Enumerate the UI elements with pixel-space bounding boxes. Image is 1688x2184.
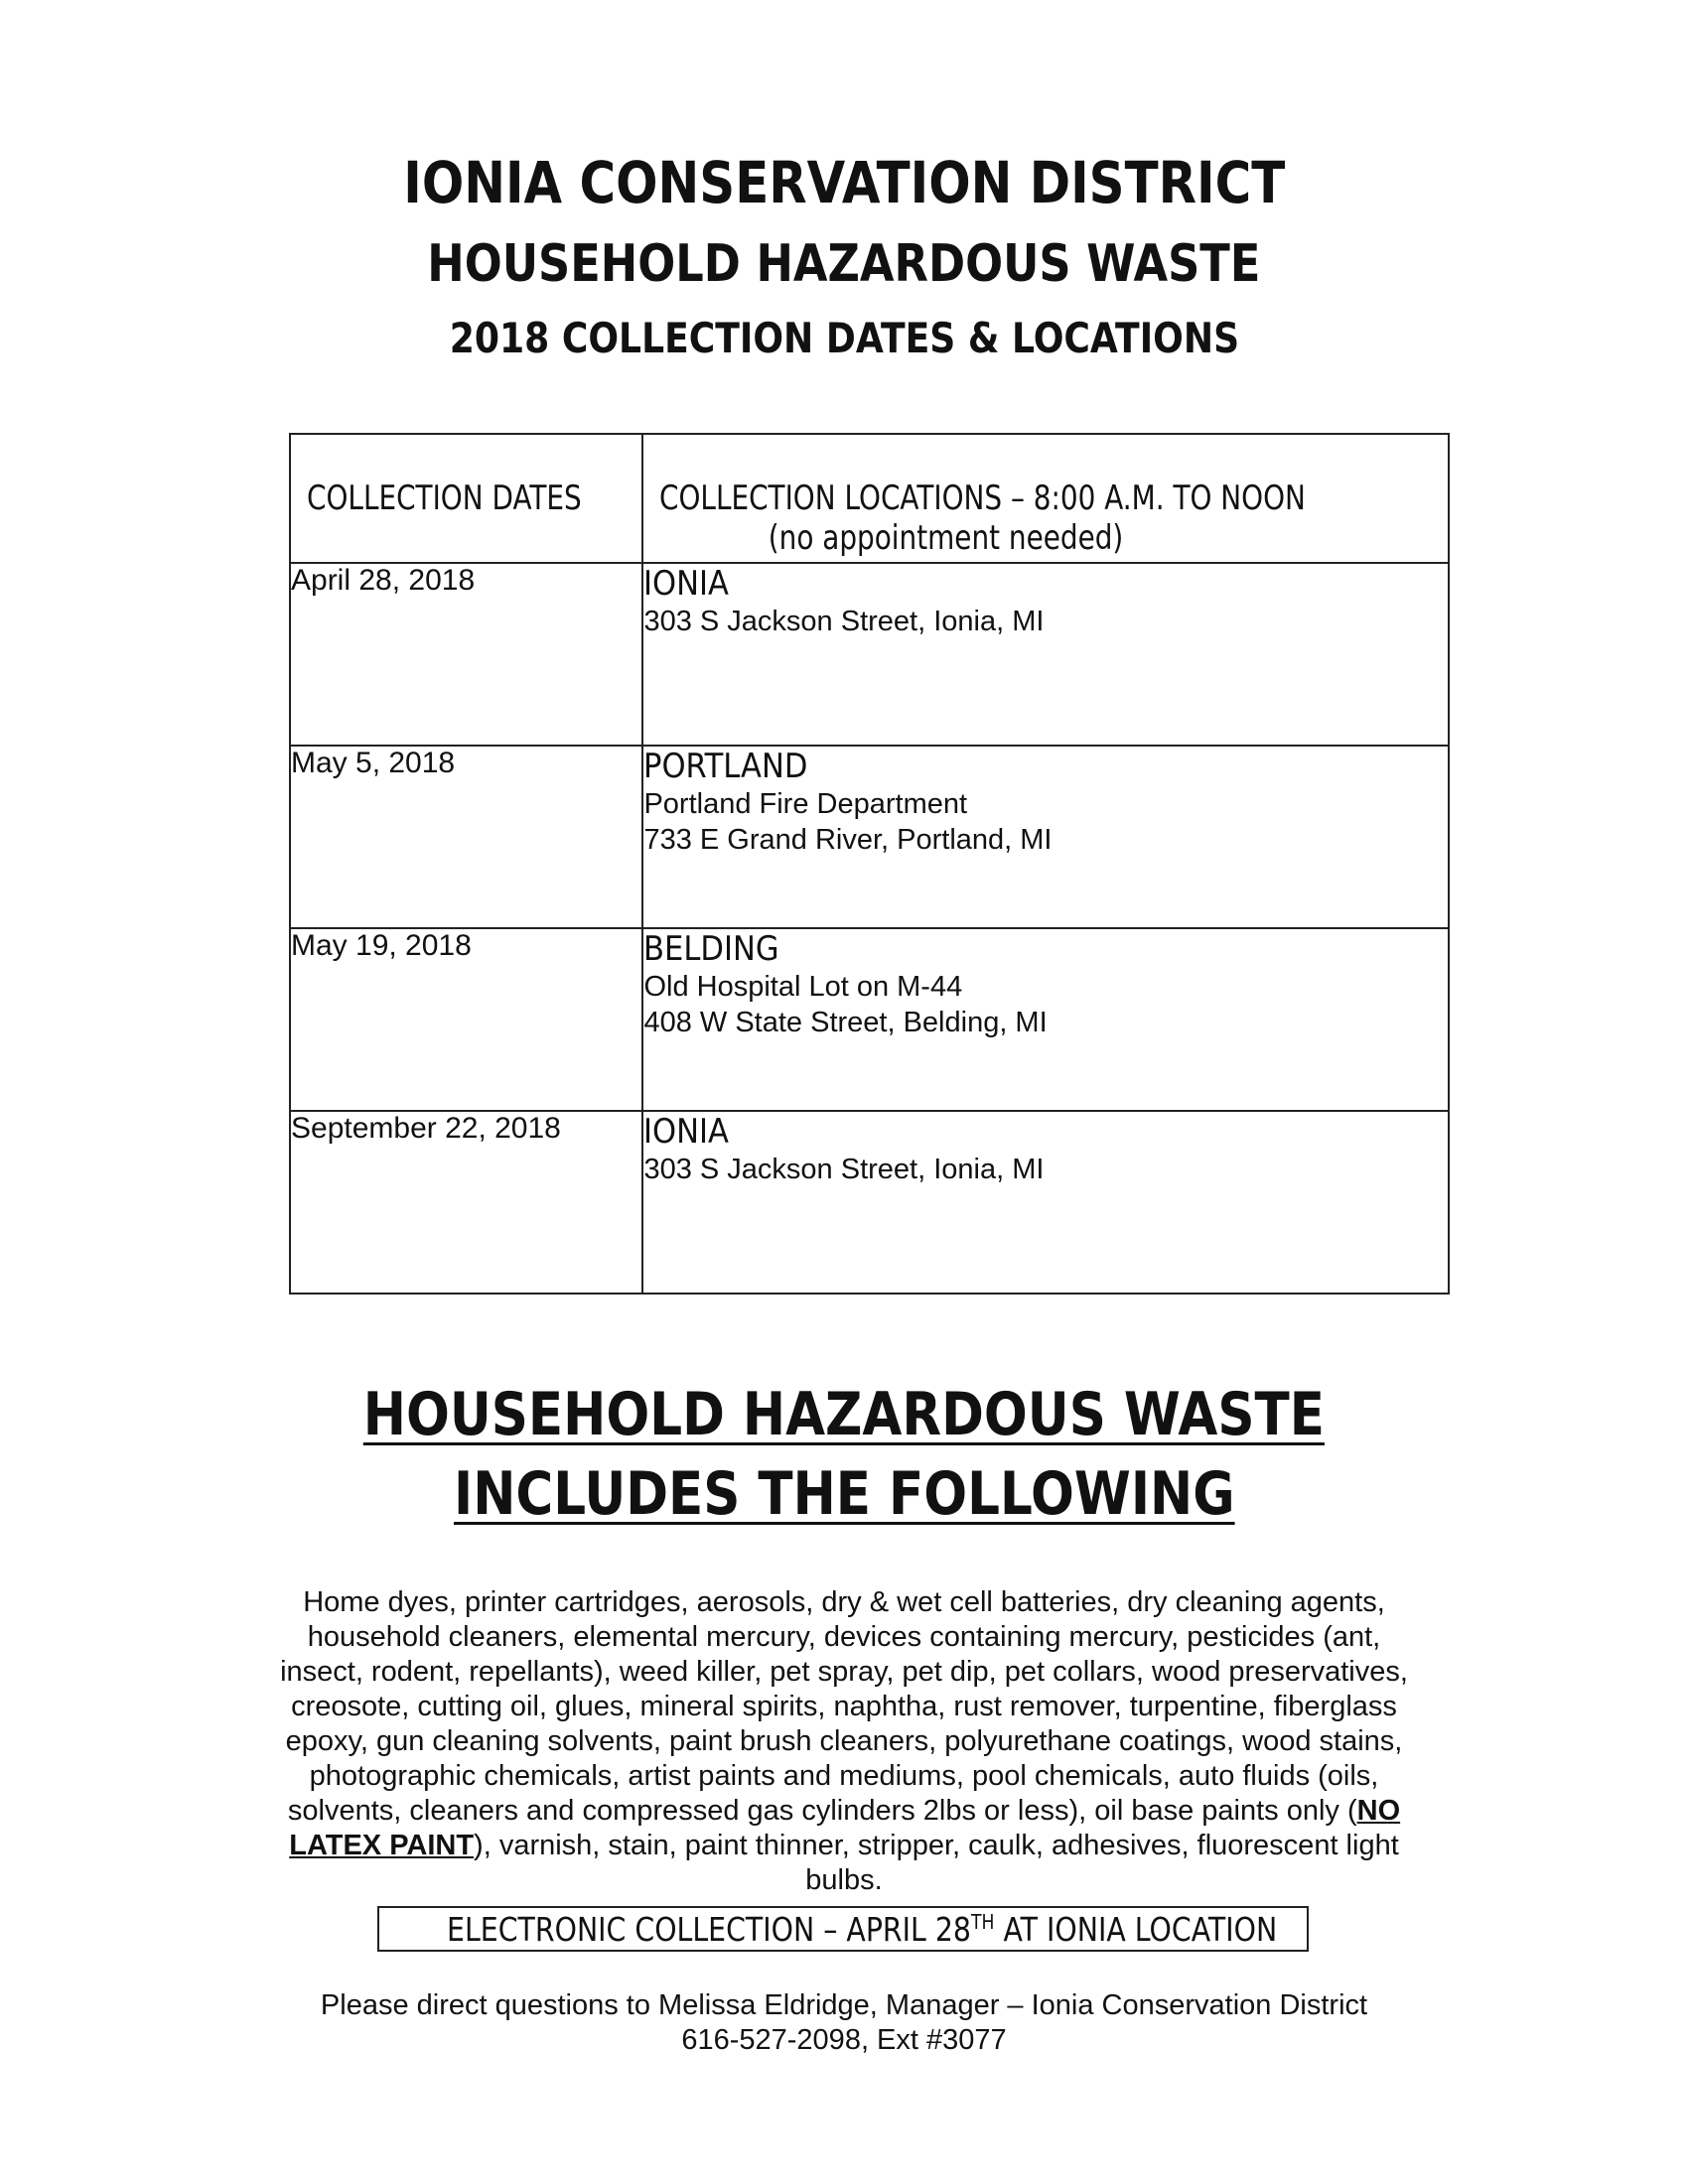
document-title: [0, 149, 1688, 216]
items-text-before: Home dyes, printer cartridges, aerosols, dry & wet cell batteries, dry cleaning agents, household cleaners, elemental mercury, devices containing mercury, pesticides (ant, insect, rodent, repellants), weed killer, pet spray, pet dip, pet collars, wood preservatives, creosote, cutting oil, glues, mineral spirits, naphtha, rust remover, turpentine, fiberglass epoxy, gun cleaning solvents, paint brush cleaners, polyurethane coatings, wood stains, photographic chemicals, artist paints and mediums, pool chemicals, auto fluids (oils, solvents, cleaners and compressed gas cylinders 2lbs or less), oil base paints only (: [280, 1586, 1408, 1827]
collection-location: [642, 1111, 1449, 1294]
table-row: [290, 1111, 1449, 1294]
collection-date: September 22, 2018: [290, 1111, 642, 1294]
location-line-1: Old Hospital Lot on M-44: [643, 971, 963, 1003]
locations-header-text: COLLECTION LOCATIONS – 8:00 A.M. TO NOON (no appointment needed): [659, 478, 1306, 558]
collection-location: [642, 746, 1449, 928]
collection-location: [642, 928, 1449, 1111]
electronic-notice-text: ELECTRONIC COLLECTION – APRIL 28: [447, 1910, 971, 1949]
ordinal-suffix: TH: [970, 1910, 995, 1934]
collection-date: April 28, 2018: [290, 563, 642, 746]
title-line-2: HOUSEHOLD HAZARDOUS WASTE: [427, 234, 1261, 294]
table-row: [290, 928, 1449, 1111]
location-city: IONIA: [643, 1112, 730, 1152]
electronic-notice-location: AT IONIA LOCATION: [994, 1910, 1278, 1949]
location-line-2: 408 W State Street, Belding, MI: [643, 1007, 1048, 1038]
location-line-2: 733 E Grand River, Portland, MI: [643, 824, 1053, 856]
title-line-3: 2018 COLLECTION DATES & LOCATIONS: [449, 314, 1239, 362]
contact-line-1: Please direct questions to Melissa Eldridge, Manager – Ionia Conservation District: [320, 1989, 1368, 2021]
document-dates-heading: [0, 314, 1688, 362]
collection-date: May 19, 2018: [290, 928, 642, 1111]
location-line-1: 303 S Jackson Street, Ionia, MI: [643, 606, 1045, 637]
collection-date: May 5, 2018: [290, 746, 642, 928]
location-line-1: Portland Fire Department: [643, 788, 968, 820]
items-text-after: ), varnish, stain, paint thinner, stripper, caulk, adhesives, fluorescent light bulbs.: [474, 1830, 1399, 1896]
table-header-row: [290, 434, 1449, 563]
includes-heading-line-1: HOUSEHOLD HAZARDOUS WASTE: [362, 1380, 1326, 1449]
contact-info: [0, 1988, 1688, 2058]
includes-heading-line-2: INCLUDES THE FOLLOWING: [453, 1459, 1235, 1529]
collection-location: [642, 563, 1449, 746]
location-line-1: 303 S Jackson Street, Ionia, MI: [643, 1154, 1045, 1185]
document-subtitle: [0, 234, 1688, 294]
table-row: [290, 746, 1449, 928]
hazardous-items-list: [268, 1585, 1420, 1898]
contact-phone: 616-527-2098, Ext #3077: [681, 2024, 1007, 2056]
table-row: [290, 563, 1449, 746]
location-city: IONIA: [643, 564, 730, 604]
electronic-collection-notice: [377, 1906, 1309, 1952]
col-header-locations: [642, 434, 1449, 563]
collection-schedule-table: [289, 433, 1450, 1295]
title-line-1: IONIA CONSERVATION DISTRICT: [403, 149, 1285, 216]
location-city: BELDING: [643, 929, 780, 969]
no-latex-paint-emphasis: NO LATEX PAINT: [289, 1795, 1401, 1861]
col-header-dates: COLLECTION DATES: [290, 434, 642, 563]
appointment-note: (no appointment needed): [769, 518, 1124, 558]
location-city: PORTLAND: [643, 747, 808, 786]
